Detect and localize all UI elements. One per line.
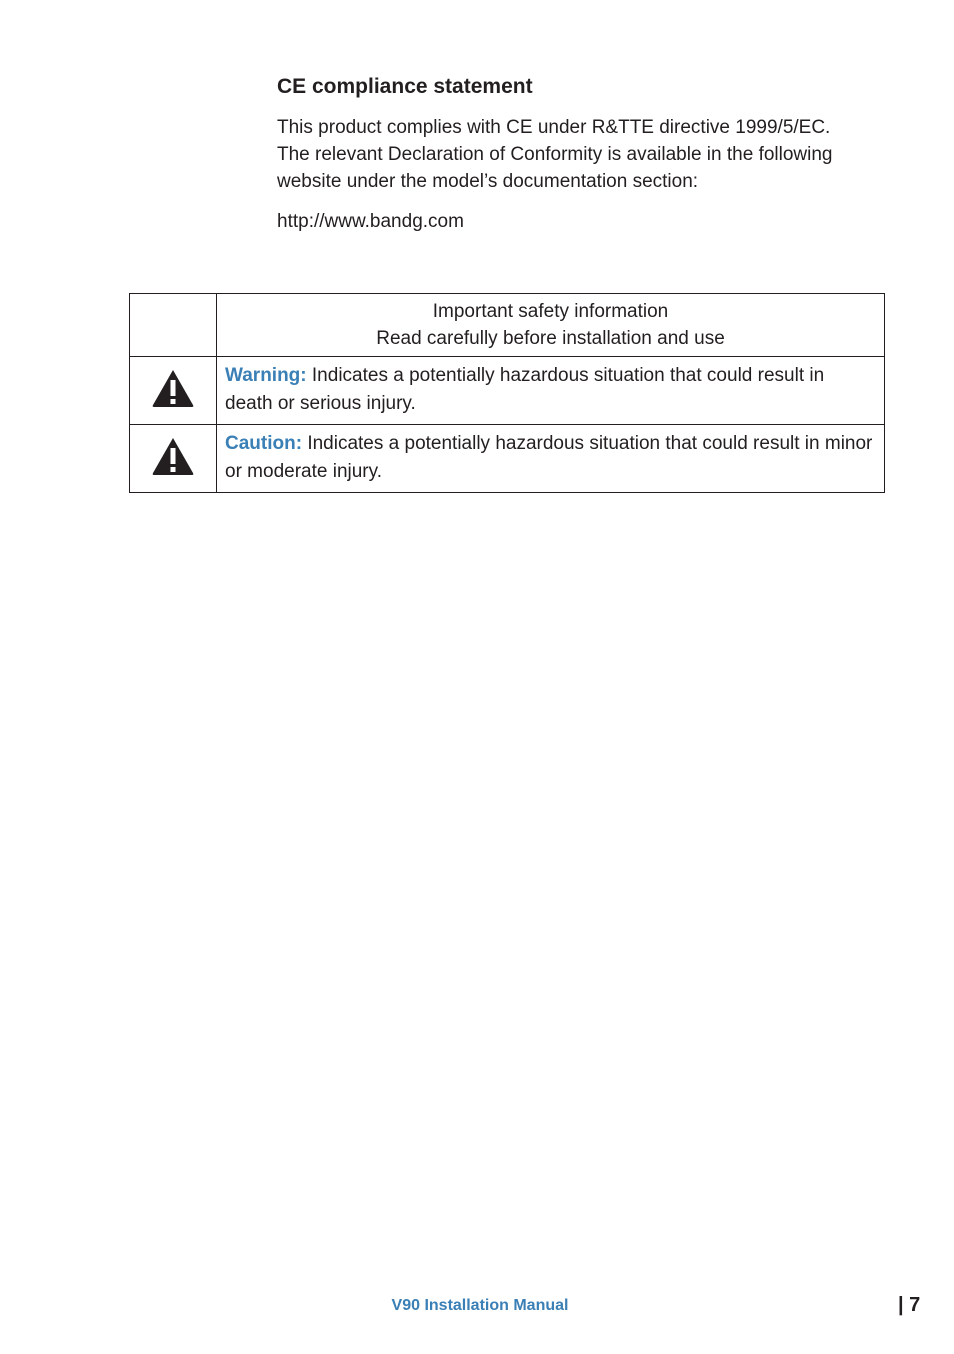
section-body bbox=[277, 114, 897, 195]
caution-text-cell bbox=[217, 425, 885, 493]
body-line-2: The relevant Declaration of Conformity is available in the following bbox=[277, 144, 833, 165]
body-line-1: This product complies with CE under R&TTE directive 1999/5/EC. bbox=[277, 117, 831, 138]
header-line-2: Read carefully before installation and use bbox=[376, 328, 725, 349]
header-line-1: Important safety information bbox=[432, 301, 669, 322]
caution-keyword: Caution: bbox=[225, 432, 303, 454]
icon-cell bbox=[130, 357, 217, 425]
manual-title: V90 Installation Manual bbox=[391, 1297, 569, 1314]
caution-text: Indicates a potentially hazardous situation that could result in minor or moderate injury. bbox=[225, 432, 873, 482]
page-number: | 7 bbox=[898, 1294, 921, 1316]
warning-keyword: Warning: bbox=[225, 364, 307, 386]
table-row bbox=[130, 425, 885, 493]
warning-text: Indicates a potentially hazardous situation that could result in death or serious injury. bbox=[225, 364, 825, 414]
safety-info-table bbox=[129, 293, 885, 493]
table-row bbox=[130, 357, 885, 425]
table-header-row bbox=[130, 294, 885, 357]
body-line-3: website under the model’s documentation section: bbox=[277, 171, 699, 192]
website-url: http://www.bandg.com bbox=[277, 211, 464, 232]
header-empty-cell bbox=[130, 294, 217, 357]
ce-compliance-section bbox=[277, 72, 897, 235]
header-cell bbox=[217, 294, 885, 357]
warning-triangle-icon bbox=[151, 368, 195, 408]
icon-cell bbox=[130, 425, 217, 493]
warning-triangle-icon bbox=[151, 436, 195, 476]
warning-text-cell bbox=[217, 357, 885, 425]
section-heading: CE compliance statement bbox=[277, 75, 533, 98]
